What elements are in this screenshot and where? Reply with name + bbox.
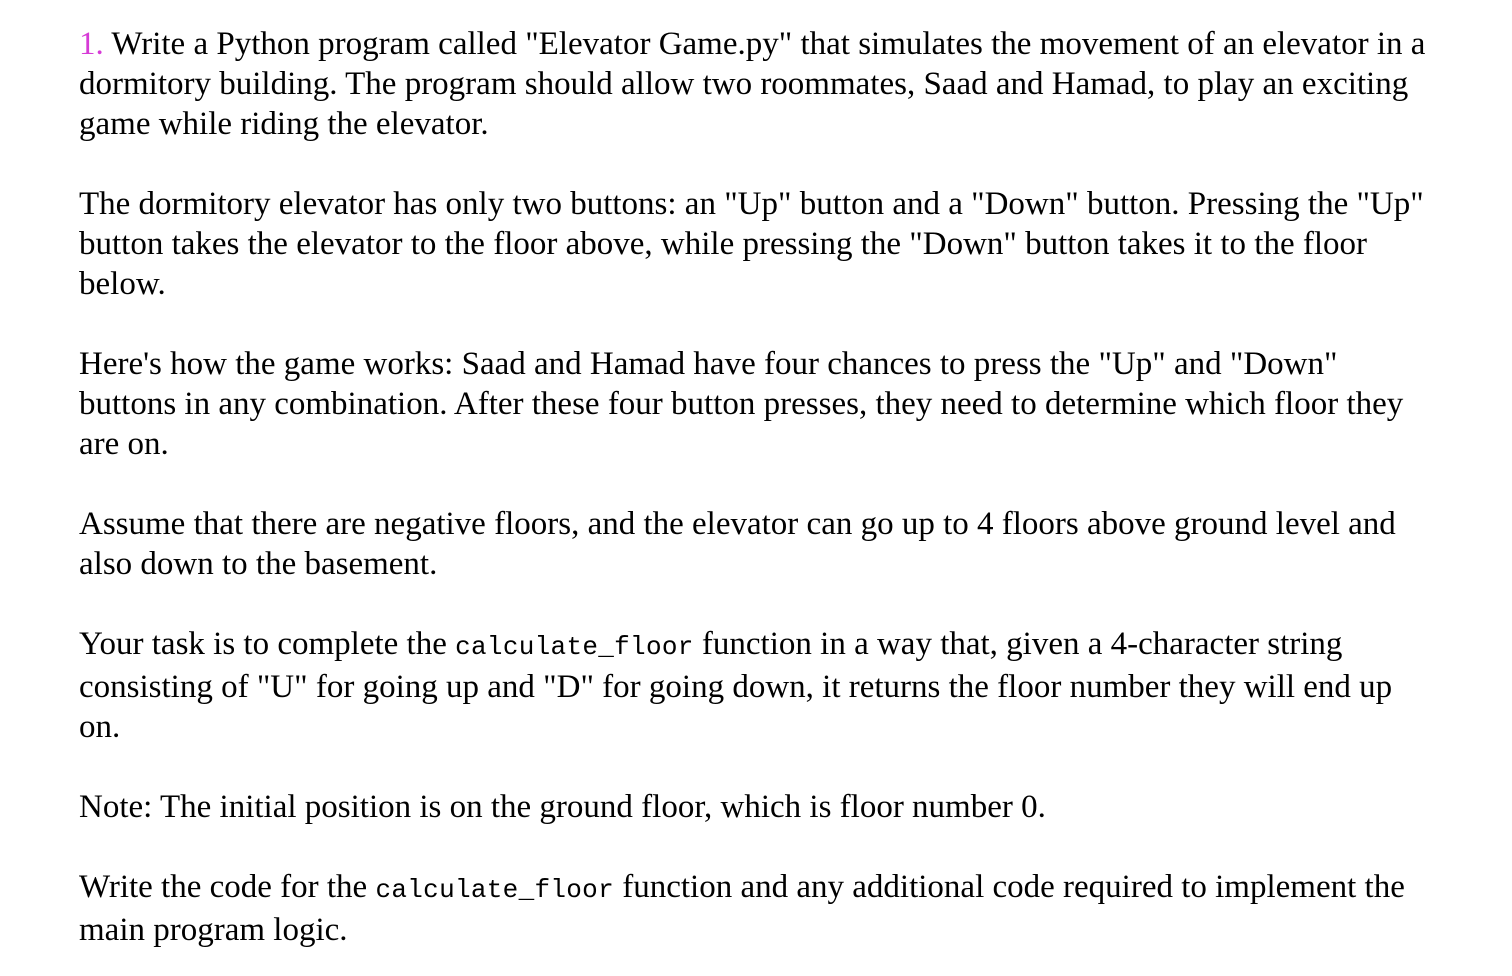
task-text-before: Your task is to complete the — [79, 626, 456, 662]
function-name-code: calculate_floor — [455, 632, 694, 662]
task-text-after: function in a way that, given a 4-character string consisting of "U" for going up and "D" for going down, it returns the floor number they will end up on. — [79, 626, 1393, 745]
paragraph-game-rules: Here's how the game works: Saad and Hamad have four chances to press the "Up" and "Down" buttons in any combination. After these four button presses, they need to determine which floor they are on. — [79, 346, 1404, 462]
paragraph-floors: Assume that there are negative floors, and the elevator can go up to 4 floors above ground level and also down to the basement. — [79, 506, 1396, 582]
instructions-text-after: function and any additional code required to implement the main program logic. — [79, 869, 1405, 948]
instructions-text-before: Write the code for the — [79, 869, 376, 905]
function-name-code: calculate_floor — [375, 875, 614, 905]
intro-text: Write a Python program called "Elevator Game.py" that simulates the movement of an elevator in a dormitory building. The program should allow two roommates, Saad and Hamad, to play an exciting game while riding the elevator. — [79, 26, 1426, 142]
paragraph-intro — [79, 24, 1439, 144]
paragraph-note: Note: The initial position is on the ground floor, which is floor number 0. — [79, 789, 1046, 825]
question-number: 1. — [79, 26, 104, 62]
paragraph-instructions — [79, 867, 1439, 950]
paragraph-buttons: The dormitory elevator has only two buttons: an "Up" button and a "Down" button. Pressing the "Up" button takes the elevator to the floor above, while pressing the "Down" button takes it to the floor below. — [79, 186, 1424, 302]
question-document — [79, 24, 1439, 950]
paragraph-task — [79, 624, 1439, 747]
